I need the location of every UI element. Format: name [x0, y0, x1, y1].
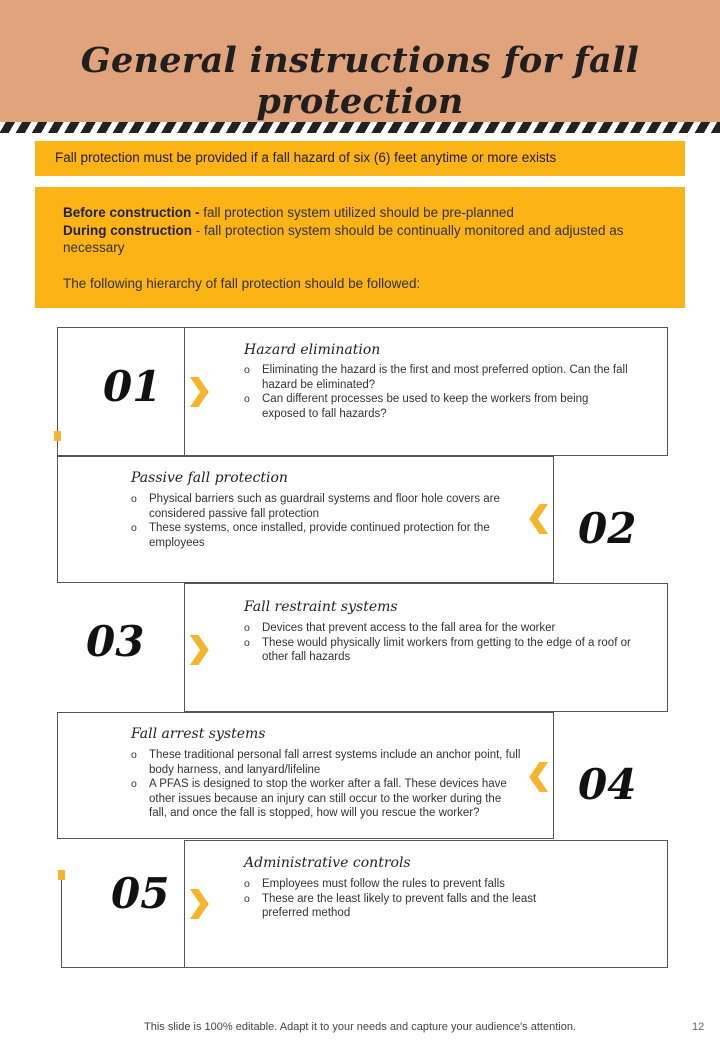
accent-dot: [58, 870, 65, 880]
list-item: o These systems, once installed, provide continued protection for the employees: [131, 521, 506, 550]
construction-info-box: [35, 187, 685, 308]
step-title: Fall arrest systems: [131, 726, 266, 742]
step-number: 05: [111, 869, 170, 918]
list-item: o Devices that prevent access to the fall area for the worker: [244, 621, 634, 636]
chevron-right-icon: [186, 886, 212, 922]
footer-note: This slide is 100% editable. Adapt it to your needs and capture your audience's attention.: [144, 1021, 576, 1033]
step-title: Fall restraint systems: [244, 599, 398, 615]
during-construction-label: During construction: [63, 222, 192, 238]
step-bullets: [244, 363, 634, 421]
before-construction-label: Before construction -: [63, 205, 200, 220]
chevron-left-icon: [526, 759, 552, 795]
during-construction-line: [63, 222, 657, 257]
hazard-stripe: [0, 122, 720, 133]
step-bullets: [244, 877, 574, 921]
step-number: 04: [578, 760, 637, 809]
page-number: 12: [692, 1021, 705, 1033]
list-item: o Physical barriers such as guardrail systems and floor hole covers are considered passive fall protection: [131, 492, 506, 521]
list-item: o Eliminating the hazard is the first and most preferred option. Can the fall hazard be eliminated?: [244, 363, 634, 392]
list-item: o These are the least likely to prevent falls and the least preferred method: [244, 892, 574, 921]
before-construction-line: [63, 204, 657, 222]
during-construction-text: - fall protection system should be continually monitored and adjusted as necessary: [63, 222, 624, 255]
chevron-right-icon: [186, 374, 212, 410]
requirement-banner: Fall protection must be provided if a fall hazard of six (6) feet anytime or more exists: [35, 141, 685, 176]
step-number: 03: [86, 617, 145, 666]
chevron-right-icon: [186, 632, 212, 668]
before-construction-text: fall protection system utilized should be pre-planned: [199, 205, 514, 220]
list-item: o These would physically limit workers from getting to the edge of a roof or other fall hazards: [244, 636, 634, 665]
accent-dot: [54, 431, 61, 441]
step-title: Hazard elimination: [244, 342, 381, 358]
step-bullets: [244, 621, 634, 665]
list-item: o A PFAS is designed to stop the worker after a fall. These devices have other issues because an injury can still occur to the worker during the fall, and once the fall is stopped, how will you rescue the worker?: [131, 777, 521, 821]
chevron-left-icon: [526, 501, 552, 537]
step-number: 02: [578, 504, 637, 553]
list-item: o Employees must follow the rules to prevent falls: [244, 877, 574, 892]
step-divider: [184, 327, 185, 456]
bracket-bottom: [61, 967, 184, 968]
list-item: o These traditional personal fall arrest systems include an anchor point, full body harness, and lanyard/lifeline: [131, 748, 521, 777]
step-number: 01: [103, 362, 162, 411]
step-bullets: [131, 748, 521, 821]
list-item: o Can different processes be used to keep the workers from being exposed to fall hazards?: [244, 392, 634, 421]
step-title: Passive fall protection: [131, 470, 288, 486]
page-title: General instructions for fall protection: [80, 40, 640, 122]
step-title: Administrative controls: [244, 855, 411, 871]
header-band: [0, 0, 720, 122]
bracket-left: [61, 873, 62, 968]
step-bullets: [131, 492, 506, 550]
hierarchy-intro: The following hierarchy of fall protection should be followed:: [63, 275, 421, 291]
